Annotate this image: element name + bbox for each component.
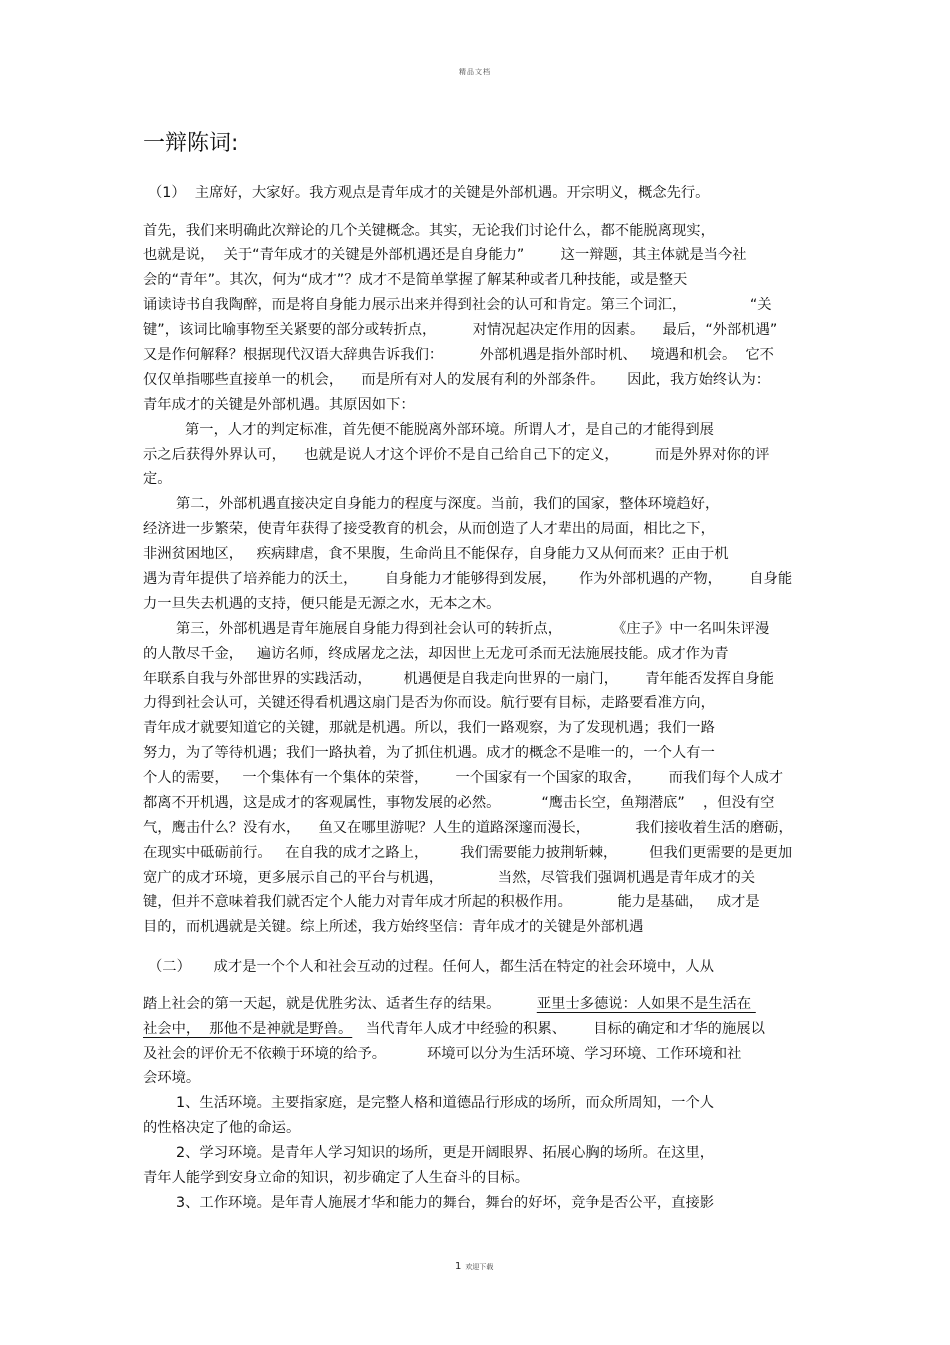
text-line: 力一旦失去机遇的支持，便只能是无源之水，无本之木。 xyxy=(143,596,501,612)
text-line: 示之后获得外界认可， 也就是说人才这个评价不是自己给自己下的定义， 而是外界对你的评 xyxy=(143,447,770,463)
text-line: 的性格决定了他的命运。 xyxy=(143,1120,301,1136)
text-line: 会的“青年”。其次，何为“成才”？成才不是简单掌握了解某种或者几种技能，或是整天 xyxy=(143,272,688,288)
text-segment: 当代青年人成才中经验的积累、 目标的确定和才华的施展以 xyxy=(352,1021,765,1037)
text-line: 青年成才就要知道它的关键，那就是机遇。所以，我们一路观察，为了发现机遇；我们一路 xyxy=(143,720,715,736)
quote-underlined: 亚里士多德说：人如果不是生活在 xyxy=(536,996,756,1012)
text-line: 键”，该词比喻事物至关紧要的部分或转折点， 对情况起决定作用的因素。 最后，“外部机遇” xyxy=(143,322,778,338)
text-line: 及社会的评价无不依赖于环境的给予。 环境可以分为生活环境、学习环境、工作环境和社 xyxy=(143,1046,742,1062)
text-line: 首先，我们来明确此次辩论的几个关键概念。其实，无论我们讨论什么，都不能脱离现实， xyxy=(143,223,715,239)
text-line: 也就是说， 关于“青年成才的关键是外部机遇还是自身能力” 这一辩题，其主体就是当今社 xyxy=(143,247,747,263)
text-line: 青年人能学到安身立命的知识，初步确定了人生奋斗的目标。 xyxy=(143,1170,530,1186)
text-line: 键，但并不意味着我们就否定个人能力对青年成才所起的积极作用。 能力是基础， 成才是 xyxy=(143,894,760,910)
text-line: 都离不开机遇，这是成才的客观属性，事物发展的必然。 “鹰击长空，鱼翔潜底” ，但没有空 xyxy=(143,795,775,811)
text-line: 非洲贫困地区， 疾病肆虐，食不果腹，生命尚且不能保存，自身能力又从何而来？正由于机 xyxy=(143,546,729,562)
section-1-intro: （1） 主席好，大家好。我方观点是青年成才的关键是外部机遇。开宗明义，概念先行。 xyxy=(148,185,710,201)
text-line: 经济进一步繁荣，使青年获得了接受教育的机会，从而创造了人才辈出的局面，相比之下， xyxy=(143,521,715,537)
text-line xyxy=(143,1017,823,1041)
text-segment: 踏上社会的第一天起，就是优胜劣汰、适者生存的结果。 xyxy=(143,996,537,1012)
list-item: 3、工作环境。是年青人施展才华和能力的舞台，舞台的好坏，竞争是否公平，直接影 xyxy=(176,1195,715,1211)
text-line: 目的，而机遇就是关键。综上所述，我方始终坚信：青年成才的关键是外部机遇 xyxy=(143,919,644,935)
text-line xyxy=(143,992,823,1016)
text-line: 又是作何解释？根据现代汉语大辞典告诉我们： 外部机遇是指外部时机、 境遇和机会。 它不 xyxy=(143,347,774,363)
page-number: 1 xyxy=(455,1261,462,1272)
quote-underlined: 社会中， 那他不是神就是野兽。 xyxy=(143,1021,353,1037)
section-2-intro: （二） 成才是一个个人和社会互动的过程。任何人，都生活在特定的社会环境中，人从 xyxy=(148,959,715,975)
document-title: 一辩陈词: xyxy=(143,131,239,156)
text-line: 第一，人才的判定标准，首先便不能脱离外部环境。所谓人才，是自己的才能得到展 xyxy=(185,422,714,438)
text-line: 定。 xyxy=(143,471,172,487)
text-line: 年联系自我与外部世界的实践活动， 机遇便是自我走向世界的一扇门， 青年能否发挥自身能 xyxy=(143,671,774,687)
text-line: 气，鹰击什么？没有水， 鱼又在哪里游呢？人生的道路深邃而漫长， 我们接收着生活的磨砺， xyxy=(143,820,793,836)
footer-text: 欢迎下载 xyxy=(465,1263,494,1271)
text-line: 宽广的成才环境，更多展示自己的平台与机遇， 当然，尽管我们强调机遇是青年成才的关 xyxy=(143,870,756,886)
page-header: 精品文档 xyxy=(459,68,491,76)
list-item: 2、学习环境。是青年人学习知识的场所，更是开阔眼界、拓展心胸的场所。在这里， xyxy=(176,1145,715,1161)
text-line: 努力，为了等待机遇；我们一路执着，为了抓住机遇。成才的概念不是唯一的，一个人有一 xyxy=(143,745,715,761)
text-line: 仅仅单指哪些直接单一的机会， 而是所有对人的发展有利的外部条件。 因此，我方始终认为： xyxy=(143,372,771,388)
list-item: 1、生活环境。主要指家庭，是完整人格和道德品行形成的场所，而众所周知，一个人 xyxy=(176,1095,715,1111)
text-line: 青年成才的关键是外部机遇。其原因如下： xyxy=(143,397,415,413)
text-line: 诵读诗书自我陶醉，而是将自身能力展示出来并得到社会的认可和肯定。第三个词汇， “关 xyxy=(143,297,772,313)
text-line: 会环境。 xyxy=(143,1070,201,1086)
text-line: 的人散尽千金， 遍访名师，终成屠龙之法，却因世上无龙可杀而无法施展技能。成才作为青 xyxy=(143,646,729,662)
text-line: 第二，外部机遇直接决定自身能力的程度与深度。当前，我们的国家，整体环境趋好， xyxy=(176,496,720,512)
text-line: 第三，外部机遇是青年施展自身能力得到社会认可的转折点， 《庄子》中一名叫朱评漫 xyxy=(176,621,770,637)
text-line: 在现实中砥砺前行。 在自我的成才之路上， 我们需要能力披荆斩棘， 但我们更需要的是更加 xyxy=(143,845,793,861)
text-line: 个人的需要， 一个集体有一个集体的荣誉， 一个国家有一个国家的取舍， 而我们每个人成才 xyxy=(143,770,784,786)
page-footer xyxy=(455,1261,493,1272)
text-line: 遇为青年提供了培养能力的沃土， 自身能力才能够得到发展， 作为外部机遇的产物， 自身能 xyxy=(143,571,793,587)
text-line: 力得到社会认可，关键还得看机遇这扇门是否为你而设。航行要有目标，走路要看准方向， xyxy=(143,695,715,711)
